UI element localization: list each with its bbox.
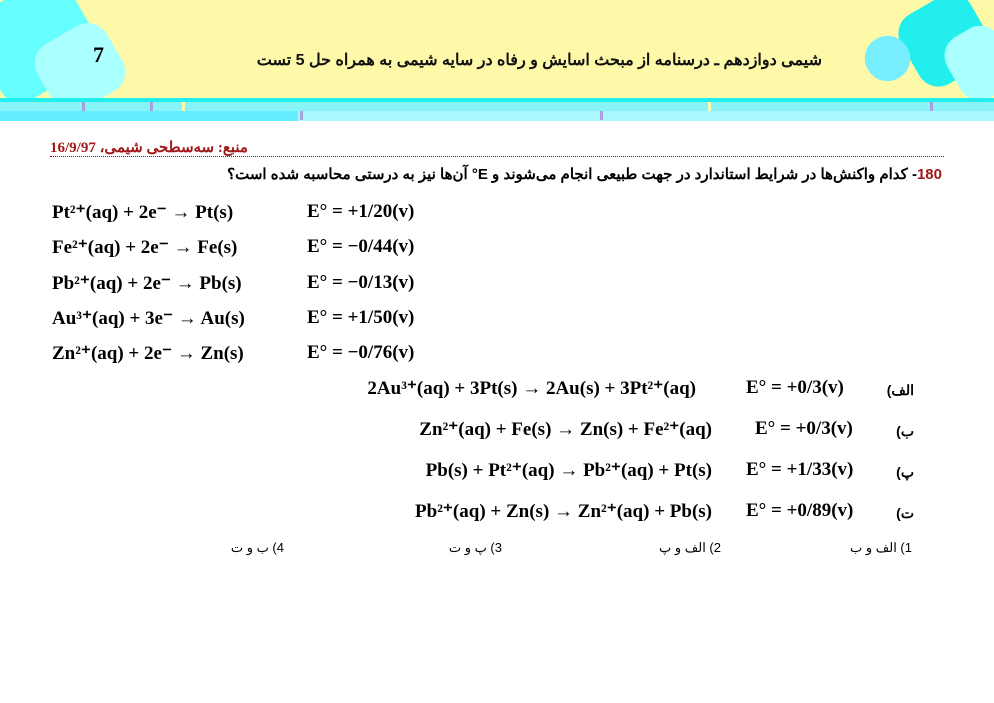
half-reaction-equation: Pt²⁺(aq) + 2e⁻ → Pt(s) <box>52 202 234 223</box>
stripe-tick <box>600 111 603 120</box>
reaction-potential: E° = +0/89(v) <box>746 500 854 521</box>
half-reaction-equation: Pb²⁺(aq) + 2e⁻ → Pb(s) <box>52 272 242 294</box>
half-reaction-equation: Fe²⁺(aq) + 2e⁻ → Fe(s) <box>52 237 238 259</box>
header-stripe <box>0 111 994 121</box>
half-reaction-potential: E° = −0/13(v) <box>307 271 415 293</box>
reaction-equation: Pb²⁺(aq) + Zn(s) → Zn²⁺(aq) + Pb(s) <box>415 501 712 522</box>
half-reaction-potential: E° = −0/44(v) <box>307 236 415 258</box>
reaction-potential: E° = +0/3(v) <box>746 377 844 398</box>
option-2[interactable]: 2) الف و پ <box>659 540 721 555</box>
reaction-label: پ) <box>896 464 914 480</box>
stripe-tick <box>930 102 933 111</box>
reaction-equation: Pb(s) + Pt²⁺(aq) → Pb²⁺(aq) + Pt(s) <box>425 460 712 481</box>
source-label: منبع: سه‌سطحی شیمی، 16/9/97 <box>50 140 248 156</box>
half-reaction-equation: Zn²⁺(aq) + 2e⁻ → Zn(s) <box>52 343 244 365</box>
half-reaction-potential: E° = +1/50(v) <box>307 306 415 328</box>
option-4[interactable]: 4) ب و ت <box>230 540 284 555</box>
half-reaction-equation: Au³⁺(aq) + 3e⁻ → Au(s) <box>52 307 245 329</box>
stripe-tick <box>182 102 185 111</box>
stripe-tick <box>300 111 303 120</box>
reaction-potential: E° = +1/33(v) <box>746 459 854 480</box>
source-line <box>50 138 944 157</box>
option-1[interactable]: 1) الف و ب <box>850 540 912 555</box>
page-number: 7 <box>93 42 104 67</box>
half-reaction-potential: E° = −0/76(v) <box>307 342 415 364</box>
reaction-label: ب) <box>896 423 914 439</box>
page-header <box>0 0 994 98</box>
reaction-label: الف) <box>886 382 914 398</box>
question-number: 180 <box>916 166 942 183</box>
question-text: - کدام واکنش‌ها در شرایط استاندارد در جهت طبیعی انجام می‌شوند و E° آن‌ها نیز به درستی محاسبه شده است؟ <box>227 166 917 183</box>
half-reaction-potential: E° = +1/20(v) <box>307 201 415 222</box>
stripe-tick <box>82 102 85 111</box>
stripe-tick <box>708 102 711 111</box>
reaction-equation: 2Au³⁺(aq) + 3Pt(s) → 2Au(s) + 3Pt²⁺(aq) <box>367 378 696 399</box>
page-title: شیمی دوازدهم ـ درسنامه از مبحث اسایش و رفاه در سایه شیمی به همراه حل 5 تست <box>256 52 822 69</box>
reaction-potential: E° = +0/3(v) <box>755 418 853 439</box>
question <box>227 165 942 183</box>
reaction-equation: Zn²⁺(aq) + Fe(s) → Zn(s) + Fe²⁺(aq) <box>419 419 712 440</box>
option-3[interactable]: 3) پ و ت <box>448 540 502 555</box>
stripe-tick <box>150 102 153 111</box>
reaction-label: ت) <box>896 505 914 521</box>
